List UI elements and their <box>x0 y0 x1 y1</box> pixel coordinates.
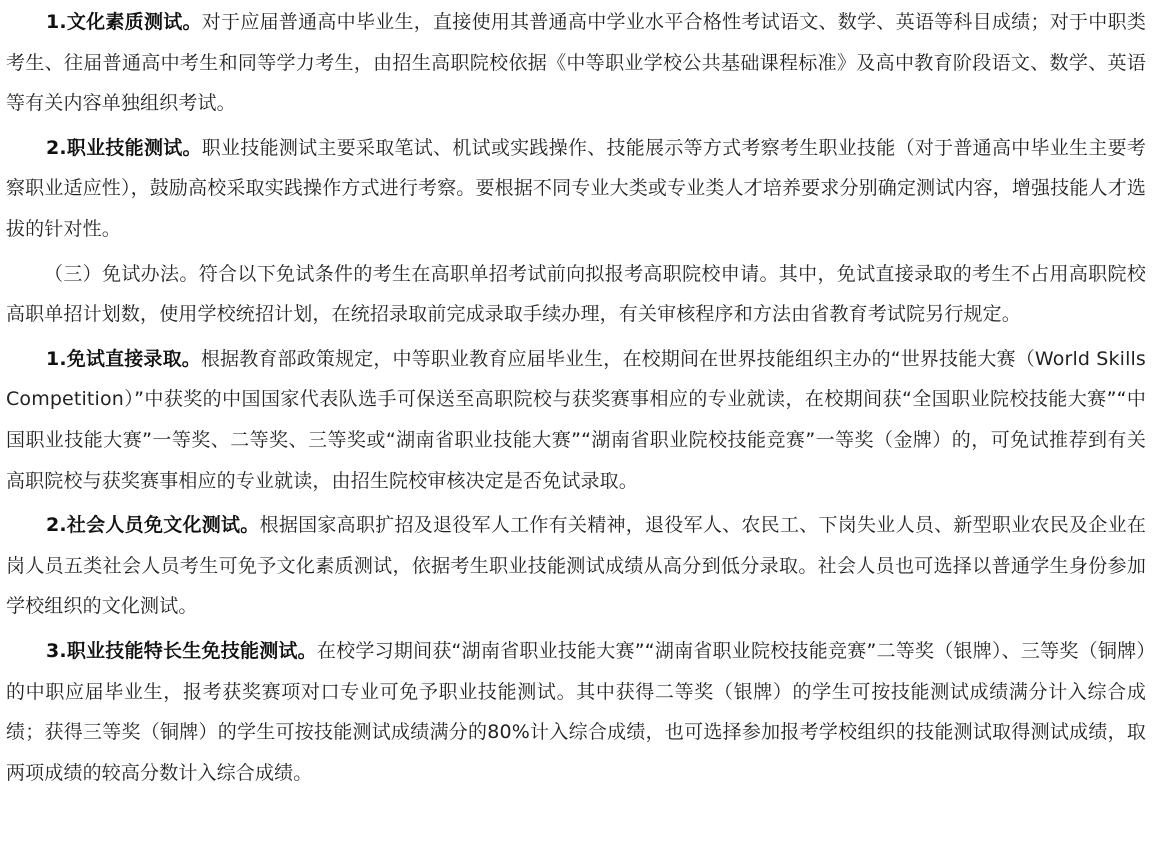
document-body <box>6 0 1146 793</box>
paragraph-skill-test <box>6 128 1146 250</box>
heading-skill-test: 2.职业技能测试。 <box>46 136 202 159</box>
paragraph-exemption-methods <box>6 254 1146 335</box>
text-direct-admission: 根据教育部政策规定，中等职业教育应届毕业生，在校期间在世界技能组织主办的“世界技能大赛（World Skills Competition）”中获奖的中国国家代表队选手可保送至高职院校与获奖赛事相应的专业就读，在校期间获“全国职业院校技能大赛”“中国职业技能大赛”一等奖、二等奖、三等奖或“湖南省职业技能大赛”“湖南省职业院校技能竞赛”一等奖（金牌）的，可免试推荐到有关高职院校与获奖赛事相应的专业就读，由招生院校审核决定是否免试录取。 <box>6 347 1146 492</box>
heading-direct-admission: 1.免试直接录取。 <box>46 347 201 370</box>
heading-skill-specialist: 3.职业技能特长生免技能测试。 <box>46 639 317 662</box>
paragraph-skill-specialist <box>6 631 1146 793</box>
text-skill-test: 职业技能测试主要采取笔试、机试或实践操作、技能展示等方式考察考生职业技能（对于普通高中毕业生主要考察职业适应性），鼓励高校采取实践操作方式进行考察。要根据不同专业大类或专业类人才培养要求分别确定测试内容，增强技能人才选拔的针对性。 <box>6 136 1146 240</box>
paragraph-direct-admission <box>6 339 1146 501</box>
paragraph-cultural-test <box>6 2 1146 124</box>
text-skill-specialist: 在校学习期间获“湖南省职业技能大赛”“湖南省职业院校技能竞赛”二等奖（银牌）、三等奖（铜牌）的中职应届毕业生，报考获奖赛项对口专业可免予职业技能测试。其中获得二等奖（银牌）的学生可按技能测试成绩满分计入综合成绩；获得三等奖（铜牌）的学生可按技能测试成绩满分的80%计入综合成绩，也可选择参加报考学校组织的技能测试取得测试成绩，取两项成绩的较高分数计入综合成绩。 <box>6 639 1146 784</box>
heading-social-exemption: 2.社会人员免文化测试。 <box>46 514 260 537</box>
text-cultural-test: 对于应届普通高中毕业生，直接使用其普通高中学业水平合格性考试语文、数学、英语等科目成绩；对于中职类考生、往届普通高中考生和同等学力考生，由招生高职院校依据《中等职业学校公共基础课程标准》及高中教育阶段语文、数学、英语等有关内容单独组织考试。 <box>6 11 1146 115</box>
text-exemption-methods: （三）免试办法。符合以下免试条件的考生在高职单招考试前向拟报考高职院校申请。其中，免试直接录取的考生不占用高职院校高职单招计划数，使用学校统招计划，在统招录取前完成录取手续办理，有关审核程序和方法由省教育考试院另行规定。 <box>6 262 1146 326</box>
paragraph-social-exemption <box>6 505 1146 627</box>
heading-cultural-test: 1.文化素质测试。 <box>46 11 202 33</box>
text-social-exemption: 根据国家高职扩招及退役军人工作有关精神，退役军人、农民工、下岗失业人员、新型职业农民及企业在岗人员五类社会人员考生可免予文化素质测试，依据考生职业技能测试成绩从高分到低分录取。社会人员也可选择以普通学生身份参加学校组织的文化测试。 <box>6 514 1146 618</box>
